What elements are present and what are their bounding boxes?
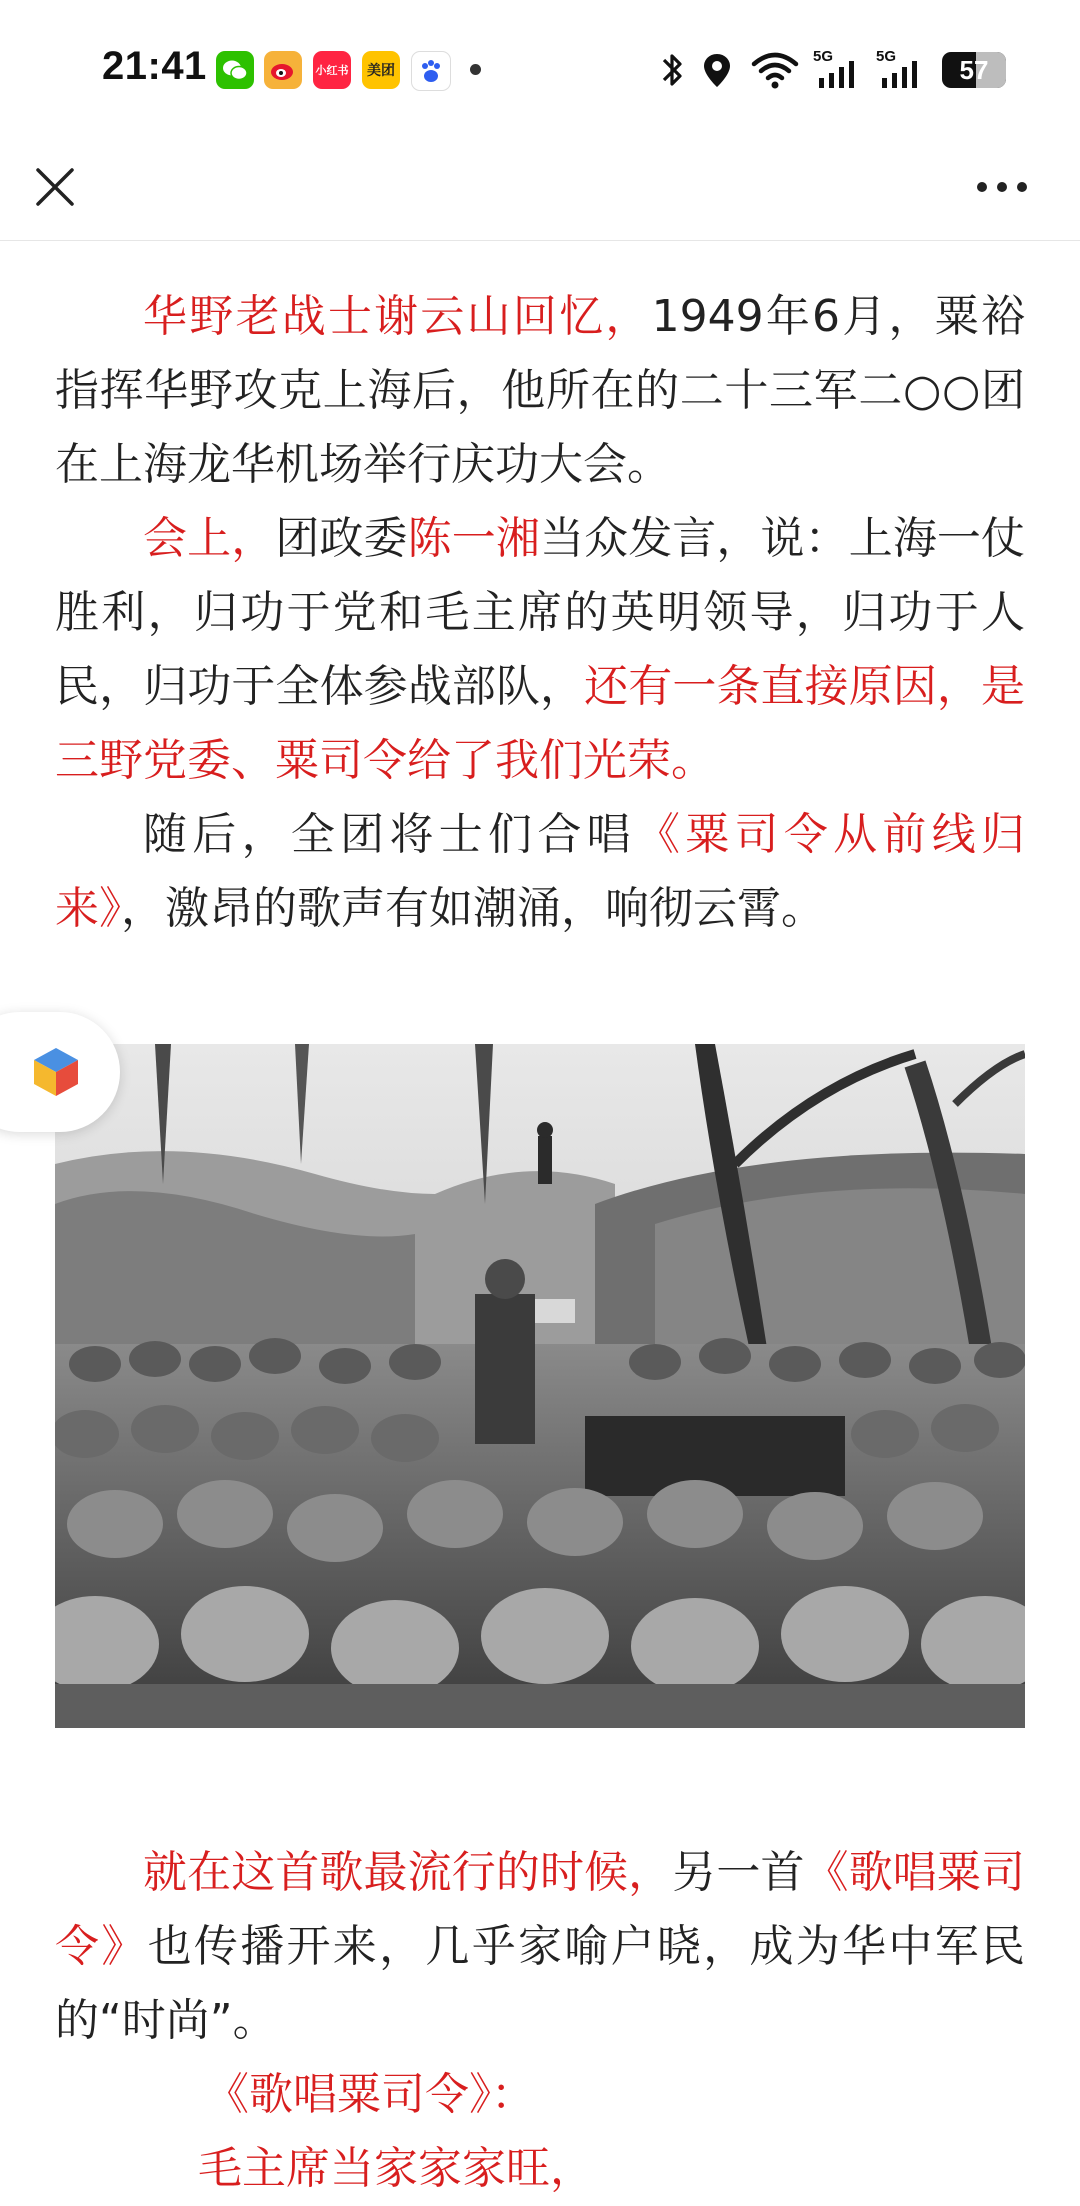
p4-text-1: 另一首 <box>672 1847 805 1898</box>
p4-song-title: 《歌唱粟司令》 <box>55 1847 1026 1972</box>
p2-highlight-2: 陈一湘 <box>407 513 540 564</box>
wifi-icon <box>750 48 800 92</box>
close-button[interactable] <box>30 162 80 212</box>
p2-text-2: 当众发言，说：上海一仗胜利，归功于党和毛主席的英明领导，归功于人民，归功于全体参战部队， <box>55 513 1026 712</box>
baidu-icon <box>411 51 451 91</box>
poem-title: 《歌唱粟司令》： <box>205 2069 535 2120</box>
battery-indicator: 57 <box>942 52 1006 88</box>
poem-line-1: 毛主席当家家家旺， <box>198 2143 594 2194</box>
p4-text-2: 也传播开来，几乎家喻户晓，成为华中军民的“时尚”。 <box>55 1921 1026 2046</box>
weibo-icon <box>264 51 302 89</box>
more-button[interactable] <box>972 162 1032 212</box>
status-bar <box>0 0 1080 140</box>
p3-song-title: 《粟司令从前线归来》 <box>55 809 1026 934</box>
nav-bar <box>0 140 1080 241</box>
location-icon <box>700 48 734 92</box>
p4-highlight: 就在这首歌最流行的时候， <box>143 1847 673 1898</box>
paragraph-1 <box>55 280 1025 502</box>
floating-cube-button[interactable] <box>0 1012 120 1132</box>
article-body <box>55 280 1025 2206</box>
p1-highlight: 华野老战士谢云山回忆， <box>143 291 652 342</box>
xiaohongshu-icon: 小红书 <box>313 51 351 89</box>
historical-photo[interactable] <box>55 1044 1025 1728</box>
status-time: 21:41 <box>102 44 207 88</box>
meituan-icon: 美团 <box>362 51 400 89</box>
close-icon <box>30 162 80 212</box>
paragraph-4 <box>55 1836 1025 2058</box>
more-icon <box>972 162 1032 212</box>
bluetooth-icon <box>658 48 686 92</box>
p2-highlight-3: 还有一条直接原因，是三野党委、粟司令给了我们光荣。 <box>55 661 1026 786</box>
signal-icon-1: 5G <box>813 48 865 92</box>
paragraph-3 <box>55 798 1025 946</box>
p2-highlight-1: 会上， <box>143 513 276 564</box>
paragraph-2 <box>55 502 1025 798</box>
notification-dot <box>470 64 481 75</box>
p2-text-1: 团政委 <box>275 513 408 564</box>
cube-icon <box>32 1046 80 1098</box>
p1-text: 1949年6月，粟裕指挥华野攻克上海后，他所在的二十三军二○○团在上海龙华机场举行庆功大会。 <box>55 291 1025 490</box>
signal-icon-2: 5G <box>876 48 928 92</box>
p3-text-1: 随后，全团将士们合唱 <box>143 809 636 860</box>
wechat-icon <box>216 51 254 89</box>
p3-text-2: ，激昂的歌声有如潮涌，响彻云霄。 <box>121 883 825 934</box>
